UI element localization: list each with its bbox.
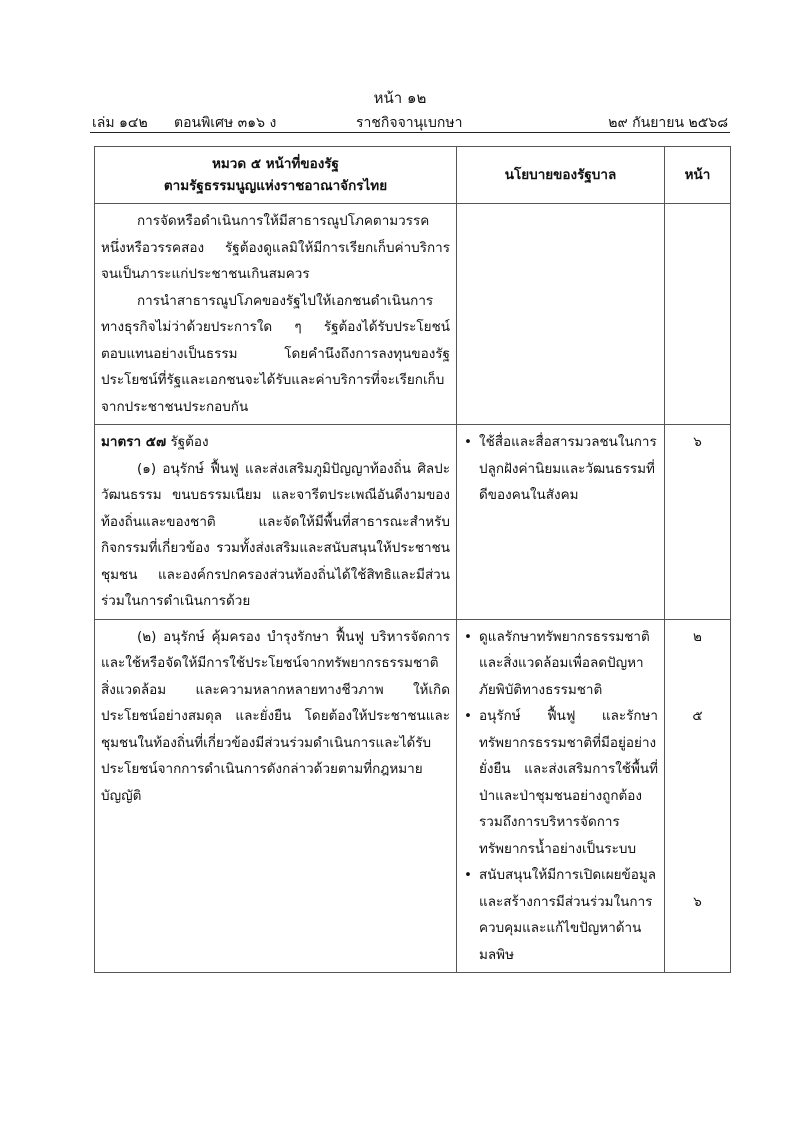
policy-cell — [457, 425, 665, 620]
header-policy: นโยบายของรัฐบาล — [457, 147, 665, 204]
page-number: หน้า ๑๒ — [373, 89, 427, 107]
publication-date: ๒๙ กันยายน ๒๕๖๘ — [608, 115, 728, 131]
section-text: รัฐต้อง — [170, 434, 209, 450]
section-label: มาตรา ๕๗ — [101, 434, 167, 450]
page-ref: ๖ — [693, 893, 702, 910]
page-cell — [665, 204, 731, 425]
paragraph: การนำสาธารณูปโภคของรัฐไปให้เอกชนดำเนินการทางธุรกิจไม่ว่าด้วยประการใด ๆ รัฐต้องได้รับประโยชน์ตอบแทนอย่างเป็นธรรม โดยคำนึงถึงการลงทุนของรัฐ ประโยชน์ที่รัฐและเอกชนจะได้รับและค่าบริการที่จะเรียกเก็บจากประชาชนประกอบกัน — [101, 292, 450, 415]
clause: (๑) อนุรักษ์ ฟื้นฟู และส่งเสริมภูมิปัญญาท้องถิ่น ศิลปะ วัฒนธรรม ขนบธรรมเนียม และจารีตประเพณีอันดีงามของท้องถิ่นและของชาติ และจัดให้มีพื้นที่สาธารณะสำหรับกิจกรรมที่เกี่ยวข้อง รวมทั้งส่งเสริมและสนับสนุนให้ประชาชน ชุมชน และองค์กรปกครองส่วนท้องถิ่นได้ใช้สิทธิและมีส่วนร่วมในการดำเนินการด้วย — [101, 460, 450, 609]
policy-item — [463, 703, 658, 862]
policy-item — [463, 429, 658, 509]
header-rule — [90, 132, 730, 133]
table-row — [95, 619, 731, 973]
policy-cell — [457, 619, 665, 973]
spacer — [671, 650, 724, 703]
policy-cell — [457, 204, 665, 425]
page-cell — [665, 619, 731, 973]
issue-label: ตอนพิเศษ ๓๑๖ ง — [174, 115, 277, 131]
policy-text: อนุรักษ์ ฟื้นฟู และรักษาทรัพยากรธรรมชาติที่มีอยู่อย่างยั่งยืน และส่งเสริมการใช้พื้นที่ป่าและป่าชุมชนอย่างถูกต้อง รวมถึงการบริหารจัดการทรัพยากรน้ำอย่างเป็นระบบ — [479, 708, 658, 857]
section-heading — [101, 429, 450, 456]
policy-table — [94, 146, 731, 973]
bullet-icon: • — [464, 434, 472, 450]
table-header-row — [95, 147, 731, 204]
header-constitution: หมวด ๕ หน้าที่ของรัฐ ตามรัฐธรรมนูญแห่งราชอาณาจักรไทย — [95, 147, 457, 204]
policy-text: ดูแลรักษาทรัพยากรธรรมชาติและสิ่งแวดล้อมเพื่อลดปัญหาภัยพิบัติทางธรรมชาติ — [479, 628, 650, 698]
publication-name: ราชกิจจานุเบกษา — [356, 115, 463, 131]
clause: (๒) อนุรักษ์ คุ้มครอง บำรุงรักษา ฟื้นฟู บริหารจัดการ และใช้หรือจัดให้มีการใช้ประโยชน์จากทรัพยากรธรรมชาติ สิ่งแวดล้อม และความหลากหลายทางชีวภาพ ให้เกิดประโยชน์อย่างสมดุล และยั่งยืน โดยต้องให้ประชาชนและชุมชนในท้องถิ่นที่เกี่ยวข้องมีส่วนร่วมดำเนินการและได้รับประโยชน์จากการดำเนินการดังกล่าวด้วยตามที่กฎหมายบัญญัติ — [101, 628, 450, 804]
page-ref: ๖ — [693, 434, 702, 450]
page-ref: ๕ — [692, 708, 703, 724]
paragraph: การจัดหรือดำเนินการให้มีสาธารณูปโภคตามวรรคหนึ่งหรือวรรคสอง รัฐต้องดูแลมิให้มีการเรียกเก็บค่าบริการจนเป็นภาระแก่ประชาชนเกินสมควร — [101, 213, 450, 282]
header-page: หน้า — [665, 147, 731, 204]
page-ref: ๒ — [693, 628, 702, 645]
bullet-icon: • — [464, 628, 472, 645]
table-row — [95, 425, 731, 620]
page-cell — [665, 425, 731, 620]
volume-label: เล่ม ๑๔๒ — [92, 115, 148, 131]
spacer — [671, 730, 724, 889]
policy-item — [463, 862, 658, 968]
policy-text: สนับสนุนให้มีการเปิดเผยข้อมูลและสร้างการมีส่วนร่วมในการควบคุมและแก้ไขปัญหาด้านมลพิษ — [479, 867, 657, 963]
bullet-icon: • — [464, 867, 472, 883]
bullet-icon: • — [464, 708, 472, 724]
constitution-cell — [95, 425, 457, 620]
policy-item — [463, 624, 658, 704]
table-row — [95, 204, 731, 425]
constitution-cell — [95, 619, 457, 973]
policy-text: ใช้สื่อและสื่อสารมวลชนในการปลูกฝังค่านิยมและวัฒนธรรมที่ดีของคนในสังคม — [479, 434, 657, 503]
constitution-cell — [95, 204, 457, 425]
